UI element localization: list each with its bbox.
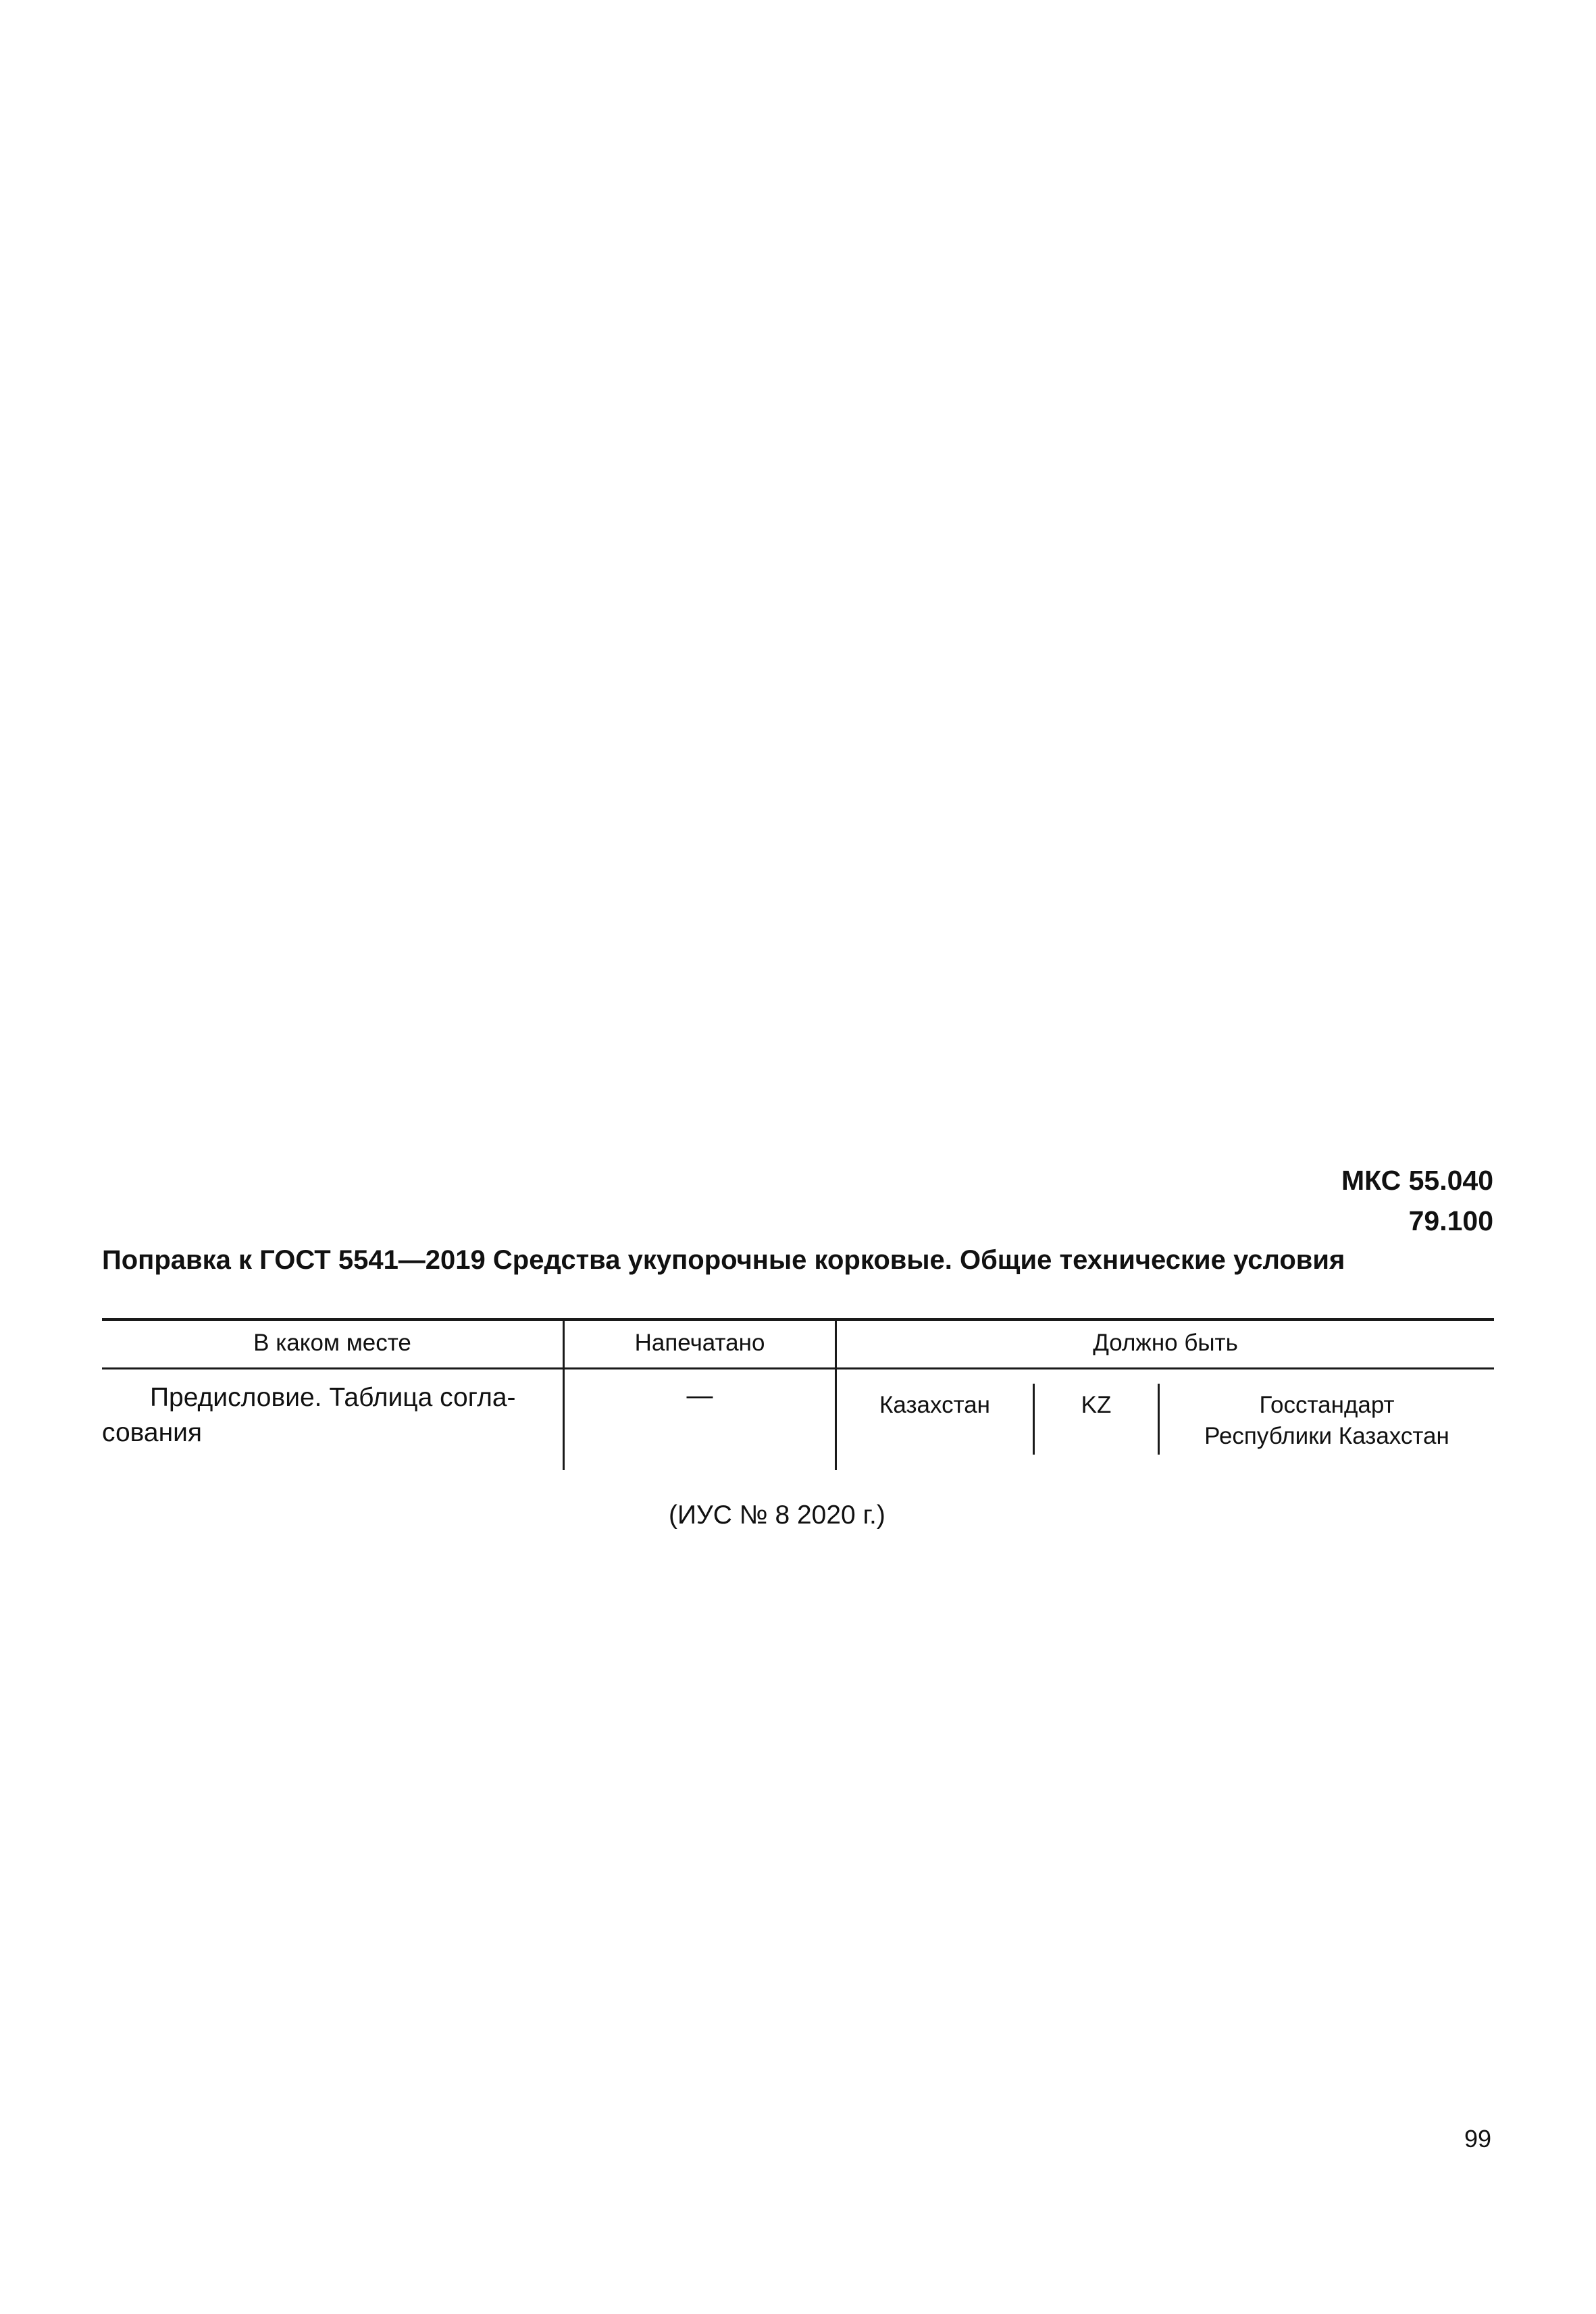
header-place: В каком месте bbox=[253, 1330, 411, 1356]
table-top-rule bbox=[102, 1318, 1494, 1321]
row-standards-body bbox=[1160, 1390, 1494, 1452]
header-printed: Напечатано bbox=[634, 1330, 765, 1356]
row-standards-body-line-2: Республики Казахстан bbox=[1204, 1423, 1449, 1449]
row-country: Казахстан bbox=[879, 1392, 990, 1418]
row-place-line-1: Предисловие. Таблица согла- bbox=[150, 1383, 516, 1412]
row-place bbox=[102, 1380, 555, 1451]
page-number: 99 bbox=[1464, 2125, 1491, 2153]
classification-code-1: МКС 55.040 bbox=[1341, 1165, 1493, 1196]
document-title: Поправка к ГОСТ 5541—2019 Средства укупорочные корковые. Общие технические условия bbox=[102, 1245, 1345, 1275]
header-should-be: Должно быть bbox=[1093, 1330, 1238, 1356]
source-reference: (ИУС № 8 2020 г.) bbox=[669, 1501, 885, 1530]
table-header-rule bbox=[102, 1367, 1494, 1369]
classification-codes bbox=[1341, 1160, 1493, 1241]
amendment-table bbox=[102, 1318, 1494, 1470]
classification-code-2: 79.100 bbox=[1408, 1205, 1493, 1236]
row-standards-body-line-1: Госстандарт bbox=[1259, 1392, 1395, 1418]
row-printed: — bbox=[686, 1381, 713, 1410]
row-country-code: KZ bbox=[1081, 1392, 1112, 1418]
row-place-line-2: сования bbox=[102, 1418, 203, 1447]
